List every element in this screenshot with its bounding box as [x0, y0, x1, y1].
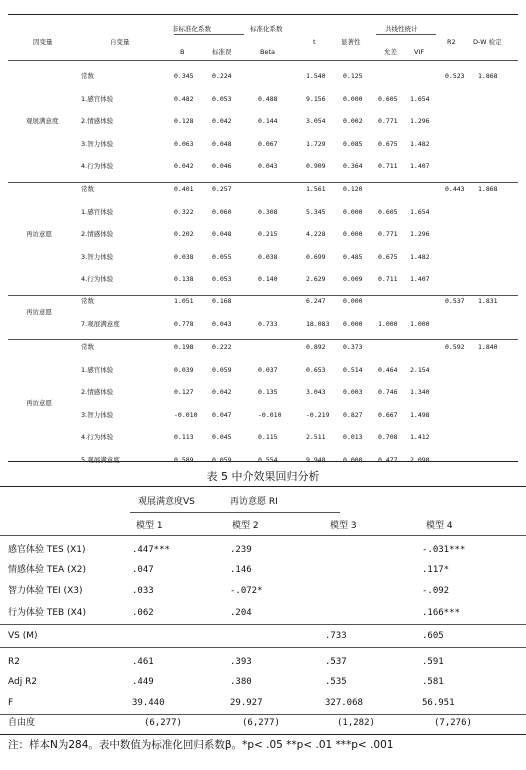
header-tolerance: 允差 — [384, 48, 397, 56]
table-cell: 1.296 — [410, 117, 430, 125]
table-cell: .733 — [325, 631, 347, 641]
table-cell: 0.140 — [258, 275, 278, 283]
table-cell: 0.042 — [174, 162, 194, 170]
table-cell: 1.482 — [410, 252, 430, 261]
row-label: Adj R2 — [8, 677, 38, 687]
header-unstandardized: 非标准化系数 — [172, 25, 211, 33]
table-cell: 0.675 — [378, 252, 398, 261]
table-cell: 0.257 — [212, 185, 232, 193]
header-vif: VIF — [414, 48, 425, 56]
variable-name-cell: 3.智力体验 — [81, 139, 114, 148]
model-header: 模型 4 — [426, 521, 453, 531]
table-cell: 0.653 — [306, 365, 326, 374]
table-cell: 0.120 — [343, 185, 363, 193]
table-cell: 0.746 — [378, 388, 398, 396]
table-cell: .537 — [325, 657, 347, 667]
header-dependent-var: 因变量 — [33, 38, 53, 46]
table-cell: 2.098 — [410, 455, 430, 464]
variable-name-cell: 3.智力体验 — [81, 410, 114, 419]
table-cell: (6,277) — [144, 718, 182, 728]
dw-value: 1.868 — [478, 72, 498, 80]
table-cell: 4.228 — [306, 230, 326, 238]
table-cell: 0.125 — [343, 72, 363, 80]
table-cell: 0.778 — [174, 319, 194, 328]
table-cell: .380 — [230, 677, 252, 687]
header-b: B — [180, 48, 185, 56]
table-cell: -.092 — [422, 586, 450, 596]
table-cell: 0.059 — [212, 365, 232, 374]
table-cell: 1.561 — [306, 185, 326, 193]
table-cell: 0.605 — [378, 207, 398, 216]
table-cell: 0.464 — [378, 365, 398, 374]
rule-line — [8, 295, 518, 296]
table-cell: .535 — [325, 677, 347, 687]
table-cell: 1.051 — [174, 297, 194, 305]
table-cell: 0.067 — [258, 139, 278, 148]
table-cell: 0.053 — [212, 94, 232, 103]
table-cell: 0.308 — [258, 207, 278, 216]
dw-value: 1.868 — [478, 185, 498, 193]
table-cell: 0.037 — [258, 365, 278, 374]
table-cell: 39.440 — [132, 698, 165, 708]
table-cell: 0.482 — [174, 94, 194, 103]
rule-line — [8, 182, 518, 183]
variable-name-cell: 7.观展满意度 — [81, 319, 120, 328]
rule-line — [0, 624, 526, 625]
table-cell: 0.605 — [378, 94, 398, 103]
table-cell: 0.554 — [258, 455, 278, 464]
header-collinearity: 共线性统计 — [385, 25, 418, 33]
r2-value: 0.443 — [445, 185, 465, 193]
table-cell: 0.514 — [343, 365, 363, 374]
table-cell: 1.654 — [410, 207, 430, 216]
table-cell: 0.043 — [258, 162, 278, 170]
variable-name-cell: 2.情感体验 — [81, 117, 114, 125]
table-cell: -.072* — [230, 586, 263, 596]
table-cell: 0.000 — [343, 207, 363, 216]
table-cell: 0.222 — [212, 343, 232, 351]
table-cell: 0.892 — [306, 343, 326, 351]
row-label: 感官体验 TES (X1) — [8, 545, 86, 555]
table-cell: 0.085 — [343, 139, 363, 148]
table-cell: 0.048 — [212, 139, 232, 148]
table-cell: 0.113 — [174, 433, 194, 441]
header-significance: 显著性 — [341, 38, 361, 46]
variable-name-cell: 2.情感体验 — [81, 388, 114, 396]
table-caption: 表 5 中介效果回归分析 — [206, 470, 320, 483]
dependent-variable-label: 再访意愿 — [26, 399, 52, 408]
table-cell: 0.144 — [258, 117, 278, 125]
table-cell: .033 — [132, 586, 154, 596]
variable-name-cell: 2.情感体验 — [81, 230, 114, 238]
rule-line — [0, 535, 526, 536]
table-cell: 6.247 — [306, 297, 326, 305]
header-r2: R2 — [447, 38, 456, 46]
table-cell: 0.127 — [174, 388, 194, 396]
header-dw: D-W 检定 — [473, 38, 502, 46]
table-cell: 0.000 — [343, 319, 363, 328]
table-cell: 0.045 — [212, 433, 232, 441]
variable-name-cell: 1.感官体验 — [81, 94, 114, 103]
rule-line — [8, 339, 518, 340]
table-cell: .605 — [422, 631, 444, 641]
table-cell: .146 — [230, 565, 252, 575]
r2-value: 0.592 — [445, 343, 465, 351]
table-cell: 0.485 — [343, 252, 363, 261]
row-label: 情感体验 TEA (X2) — [8, 565, 86, 575]
table-cell: 0.401 — [174, 185, 194, 193]
table-cell: 0.042 — [212, 117, 232, 125]
table-cell: .461 — [132, 657, 154, 667]
table-cell: 0.827 — [343, 410, 363, 419]
table-cell: 0.477 — [378, 455, 398, 464]
rule-line — [174, 34, 244, 35]
table-cell: 1.498 — [410, 410, 430, 419]
table-cell: 0.042 — [212, 388, 232, 396]
table-cell: 29.927 — [230, 698, 263, 708]
r2-value: 0.523 — [445, 72, 465, 80]
table-cell: 0.115 — [258, 433, 278, 441]
table-cell: .393 — [230, 657, 252, 667]
table-cell: (1,282) — [337, 718, 375, 728]
row-label: VS (M) — [8, 631, 38, 641]
table-cell: 0.046 — [212, 162, 232, 170]
table-cell: (7,276) — [434, 718, 472, 728]
table-cell: 2.629 — [306, 275, 326, 283]
dependent-variable-label: 再访意愿 — [26, 308, 52, 317]
table-cell: 0.000 — [343, 455, 363, 464]
row-label: F — [8, 698, 14, 708]
model-header: 模型 2 — [232, 521, 259, 531]
variable-name-cell: 4.行为体验 — [81, 433, 114, 441]
table-cell: 0.039 — [174, 365, 194, 374]
model-header: 模型 3 — [330, 521, 357, 531]
variable-name-cell: 常数 — [81, 72, 94, 80]
table-cell: 1.654 — [410, 94, 430, 103]
table-cell: -0.010 — [174, 410, 198, 419]
table-cell: 0.009 — [343, 275, 363, 283]
table-cell: 1.000 — [410, 319, 430, 328]
table-cell: .581 — [422, 677, 444, 687]
variable-name-cell: 1.感官体验 — [81, 207, 114, 216]
table-cell: 2.154 — [410, 365, 430, 374]
table-cell: 1.000 — [378, 319, 398, 328]
table-cell: .166*** — [422, 608, 460, 618]
rule-line — [130, 512, 340, 513]
table-cell: 0.060 — [212, 207, 232, 216]
table-cell: 0.048 — [212, 230, 232, 238]
table-cell: 0.063 — [174, 139, 194, 148]
table-cell: -0.219 — [306, 410, 330, 419]
table-cell: 0.202 — [174, 230, 194, 238]
header-standardized: 标准化系数 — [250, 25, 283, 33]
table-cell: 56.951 — [422, 698, 455, 708]
table-cell: 5.345 — [306, 207, 326, 216]
row-label: 自由度 — [8, 718, 36, 728]
table-cell: .239 — [230, 545, 252, 555]
table-cell: 1.296 — [410, 230, 430, 238]
table-cell: 0.345 — [174, 72, 194, 80]
table-cell: 0.038 — [174, 252, 194, 261]
table-cell: 0.215 — [258, 230, 278, 238]
table-cell: 0.000 — [343, 297, 363, 305]
table-cell: .117* — [422, 565, 450, 575]
table-cell: 3.054 — [306, 117, 326, 125]
table-cell: (6,277) — [242, 718, 280, 728]
table-cell: -0.010 — [258, 410, 282, 419]
table-cell: 0.000 — [343, 230, 363, 238]
table-cell: 0.708 — [378, 433, 398, 441]
header-revisit-ri: 再访意愿 RI — [230, 497, 278, 507]
header-se: 标准误 — [212, 48, 232, 56]
variable-name-cell: 4.行为体验 — [81, 162, 114, 170]
table-cell: -.031*** — [422, 545, 466, 555]
table-cell: 1.412 — [410, 433, 430, 441]
dw-value: 1.840 — [478, 343, 498, 351]
variable-name-cell: 4.行为体验 — [81, 275, 114, 283]
table-cell: 0.198 — [174, 343, 194, 351]
table-cell: 0.589 — [174, 455, 194, 464]
table-cell: 0.055 — [212, 252, 232, 261]
table-cell: 0.667 — [378, 410, 398, 419]
table-cell: 2.511 — [306, 433, 326, 441]
row-label: 智力体验 TEI (X3) — [8, 586, 83, 596]
table-cell: 0.364 — [343, 162, 363, 170]
variable-name-cell: 常数 — [81, 185, 94, 193]
table-cell: 0.002 — [343, 117, 363, 125]
header-independent-var: 自变量 — [110, 38, 130, 46]
table-cell: 0.322 — [174, 207, 194, 216]
table-cell: 0.000 — [343, 94, 363, 103]
table-cell: 0.168 — [212, 297, 232, 305]
table-cell: 0.699 — [306, 252, 326, 261]
r2-value: 0.537 — [445, 297, 465, 305]
table-cell: 0.675 — [378, 139, 398, 148]
row-label: 行为体验 TEB (X4) — [8, 608, 86, 618]
table-cell: 0.733 — [258, 319, 278, 328]
table-cell: 1.407 — [410, 275, 430, 283]
table-cell: 0.059 — [212, 455, 232, 464]
table-cell: 0.373 — [343, 343, 363, 351]
table-cell: .449 — [132, 677, 154, 687]
table-cell: 18.083 — [306, 319, 330, 328]
table-cell: 0.043 — [212, 319, 232, 328]
variable-name-cell: 5.观展满意度 — [81, 455, 120, 464]
table-cell: 1.482 — [410, 139, 430, 148]
table-cell: 0.053 — [212, 275, 232, 283]
rule-line — [376, 34, 436, 35]
table-cell: .204 — [230, 608, 252, 618]
rule-line — [8, 14, 518, 15]
table-cell: 0.003 — [343, 388, 363, 396]
table-cell: .062 — [132, 608, 154, 618]
table-cell: 1.540 — [306, 72, 326, 80]
table-cell: 327.068 — [325, 698, 363, 708]
rule-line — [8, 461, 518, 462]
dependent-variable-label: 观展满意度 — [26, 117, 59, 125]
rule-line — [0, 714, 526, 715]
variable-name-cell: 常数 — [81, 343, 94, 351]
rule-line — [0, 734, 526, 735]
table-cell: .047 — [132, 565, 154, 575]
rule-line — [8, 60, 518, 61]
dependent-variable-label: 再访意愿 — [26, 230, 52, 238]
header-t: t — [313, 38, 316, 46]
dw-value: 1.831 — [478, 297, 498, 305]
header-beta: Beta — [260, 48, 275, 56]
table-note: 注：样本N为284。表中数值为标准化回归系数β。*p< .05 **p< .01 ***p< .001 — [8, 739, 394, 751]
table-cell: 0.488 — [258, 94, 278, 103]
table-cell: 0.909 — [306, 162, 326, 170]
variable-name-cell: 常数 — [81, 297, 94, 305]
table-cell: 0.711 — [378, 275, 398, 283]
table-cell: 3.043 — [306, 388, 326, 396]
rule-line — [0, 486, 526, 487]
table-cell: 9.948 — [306, 455, 326, 464]
table-cell: 1.729 — [306, 139, 326, 148]
table-cell: 9.156 — [306, 94, 326, 103]
table-cell: 0.013 — [343, 433, 363, 441]
table-cell: .591 — [422, 657, 444, 667]
table-cell: 1.340 — [410, 388, 430, 396]
table-cell: 1.407 — [410, 162, 430, 170]
table-cell: 0.135 — [258, 388, 278, 396]
table-cell: 0.047 — [212, 410, 232, 419]
table-cell: 0.138 — [174, 275, 194, 283]
rule-line — [0, 647, 526, 648]
table-cell: 0.128 — [174, 117, 194, 125]
variable-name-cell: 3.智力体验 — [81, 252, 114, 261]
table-cell: 0.771 — [378, 117, 398, 125]
table-cell: 0.711 — [378, 162, 398, 170]
table-cell: 0.771 — [378, 230, 398, 238]
header-satisfaction-vs: 观展满意度VS — [138, 497, 195, 507]
table-cell: 0.038 — [258, 252, 278, 261]
table-cell: 0.224 — [212, 72, 232, 80]
model-header: 模型 1 — [136, 521, 163, 531]
row-label: R2 — [8, 657, 20, 667]
variable-name-cell: 1.感官体验 — [81, 365, 114, 374]
table-cell: .447*** — [132, 545, 170, 555]
